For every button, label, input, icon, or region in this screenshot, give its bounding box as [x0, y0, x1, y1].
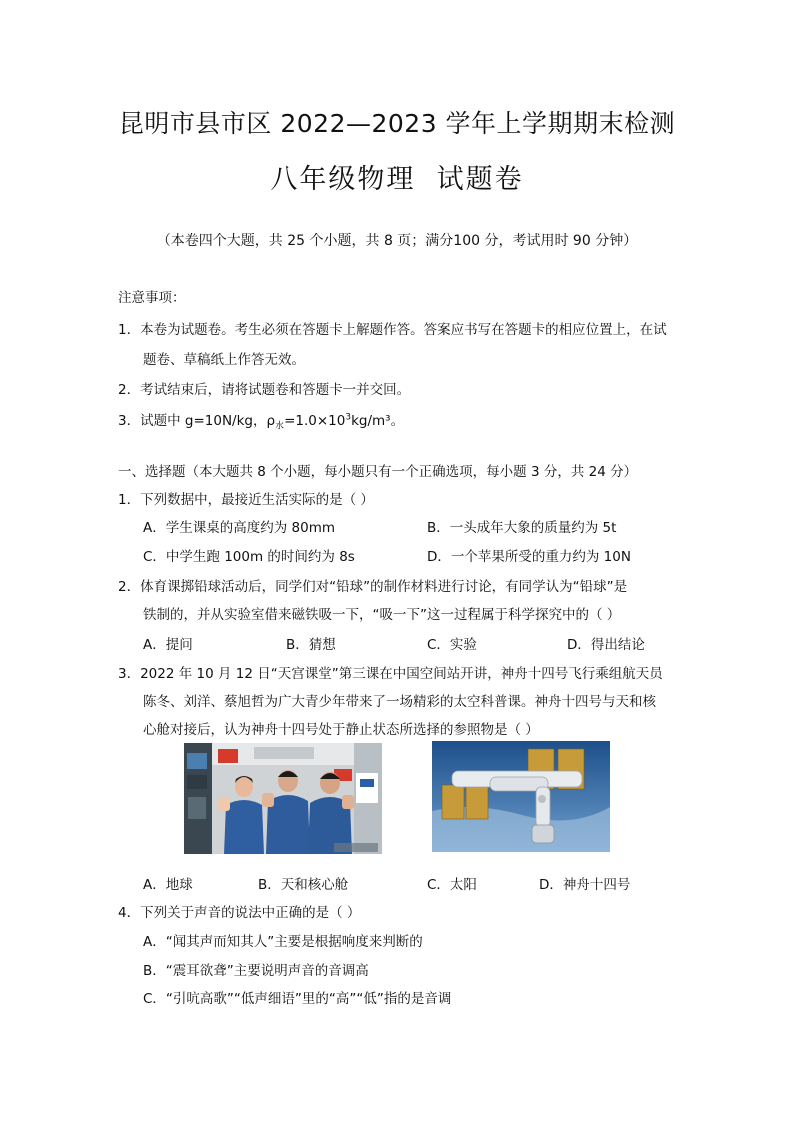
question-2-option-c: C．实验	[427, 637, 477, 653]
note-1-line-2: 题卷、草稿纸上作答无效。	[143, 352, 305, 368]
note-3-sup: 3	[345, 412, 352, 423]
astronauts-photo	[184, 743, 382, 854]
question-3-option-b: B．天和核心舱	[258, 877, 349, 893]
question-4-option-c: C．“引吭高歌”“低声细语”里的“高”“低”指的是音调	[143, 991, 452, 1007]
note-2: 2．考试结束后，请将试题卷和答题卡一并交回。	[118, 382, 411, 398]
notes-heading: 注意事项：	[118, 290, 186, 306]
question-2-stem-line-2: 铁制的，并从实验室借来磁铁吸一下，“吸一下”这一过程属于科学探究中的（ ）	[143, 607, 621, 623]
note-3-sub: 水	[275, 421, 285, 432]
question-4-option-b: B．“震耳欲聋”主要说明声音的音调高	[143, 963, 369, 979]
question-3-option-a: A．地球	[143, 877, 193, 893]
note-3-mid: =1.0×10	[284, 413, 346, 429]
question-1-option-a: A．学生课桌的高度约为 80mm	[143, 520, 336, 536]
question-1-option-d: D．一个苹果所受的重力约为 10N	[427, 549, 631, 565]
question-2-option-b: B．猜想	[286, 637, 336, 653]
question-2-option-d: D．得出结论	[567, 637, 645, 653]
question-4-option-a: A．“闻其声而知其人”主要是根据响度来判断的	[143, 934, 423, 950]
space-station-photo	[432, 741, 610, 852]
section-1-heading: 一、选择题（本大题共 8 个小题，每小题只有一个正确选项，每小题 3 分，共 24 分）	[118, 464, 638, 480]
question-4-stem: 4．下列关于声音的说法中正确的是（ ）	[118, 905, 361, 921]
question-2-stem-line-1: 2．体育课掷铅球活动后，同学们对“铅球”的制作材料进行讨论，有同学认为“铅球”是	[118, 579, 628, 595]
question-3-stem-line-2: 陈冬、刘洋、蔡旭哲为广大青少年带来了一场精彩的太空科普课。神舟十四号与天和核	[143, 694, 656, 710]
note-1-line-1: 1．本卷为试题卷。考生必须在答题卡上解题作答。答案应书写在答题卡的相应位置上，在试	[118, 322, 667, 338]
subject-title: 八年级物理 试题卷	[270, 164, 524, 195]
exam-title: 昆明市县市区 2022—2023 学年上学期期末检测	[118, 109, 676, 138]
question-2-option-a: A．提问	[143, 637, 193, 653]
question-1-option-c: C．中学生跑 100m 的时间约为 8s	[143, 549, 355, 565]
question-3-stem-line-3: 心舱对接后，认为神舟十四号处于静止状态所选择的参照物是（ ）	[143, 722, 539, 738]
question-3-option-d: D．神舟十四号	[539, 877, 631, 893]
question-1-stem: 1．下列数据中，最接近生活实际的是（ ）	[118, 492, 374, 508]
note-3-suffix: kg/m³。	[351, 413, 405, 429]
exam-info: （本卷四个大题，共 25 个小题，共 8 页；满分100 分，考试用时 90 分钟）	[156, 233, 638, 249]
question-3-option-c: C．太阳	[427, 877, 477, 893]
question-1-option-b: B．一头成年大象的质量约为 5t	[427, 520, 617, 536]
note-3-prefix: 3．试题中 g=10N/kg，ρ	[118, 413, 276, 429]
question-3-stem-line-1: 3．2022 年 10 月 12 日“天宫课堂”第三课在中国空间站开讲，神舟十四号飞行乘组航天员	[118, 666, 663, 682]
note-3	[118, 409, 404, 432]
